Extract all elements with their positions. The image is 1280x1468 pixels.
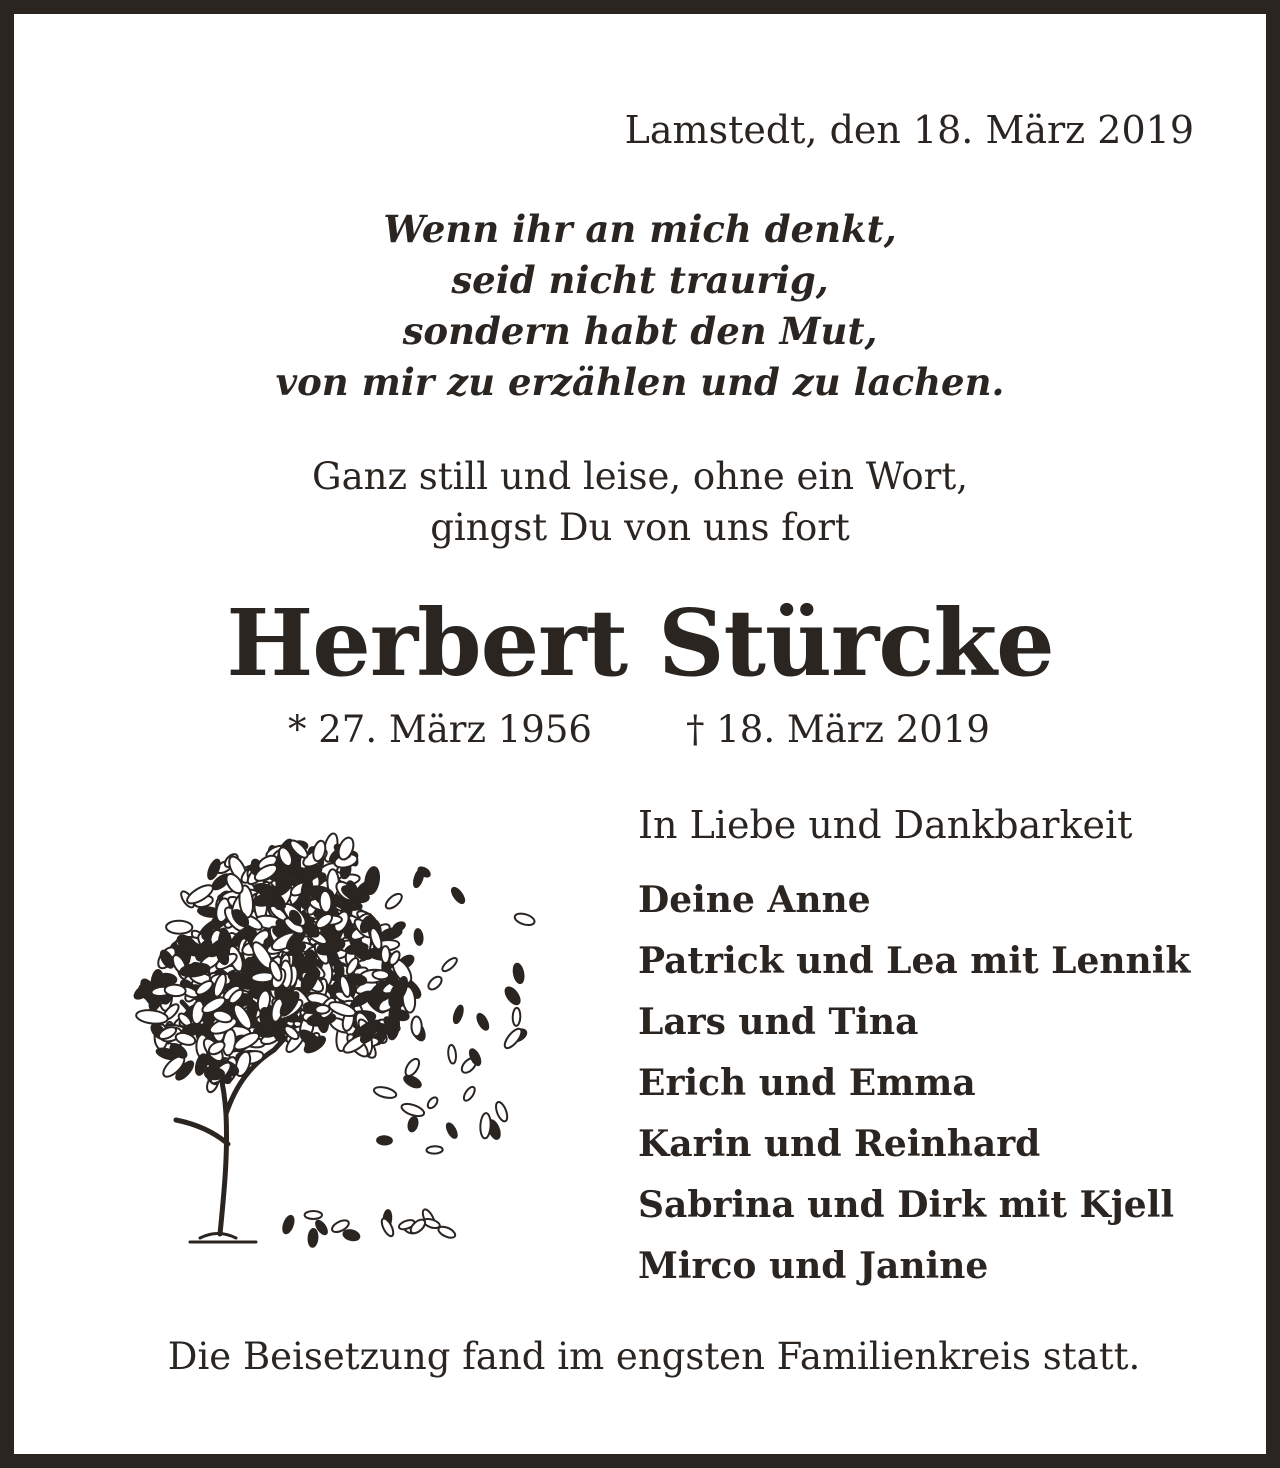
mourner-name: Deine Anne	[638, 879, 871, 921]
verse-line: gingst Du von uns fort	[430, 506, 850, 549]
burial-note: Die Beisetzung fand im engsten Familienkreis statt.	[167, 1335, 1141, 1378]
verse-line: Ganz still und leise, ohne ein Wort,	[312, 455, 968, 498]
mourner-list	[638, 870, 1190, 1297]
place-and-date: Lamstedt, den 18. März 2019	[624, 108, 1194, 152]
mourner-name: Karin und Reinhard	[638, 1123, 1041, 1165]
death-date: † 18. März 2019	[686, 708, 990, 751]
mourner-name: Sabrina und Dirk mit Kjell	[638, 1184, 1175, 1226]
tree-with-falling-leaves-icon	[124, 814, 564, 1254]
mourner-name: Mirco und Janine	[638, 1245, 989, 1287]
poem-line: seid nicht traurig,	[451, 258, 829, 302]
mourner-name: Lars und Tina	[638, 1001, 919, 1043]
dedication: In Liebe und Dankbarkeit	[638, 803, 1133, 847]
poem	[14, 204, 1266, 408]
mourner-name: Erich und Emma	[638, 1062, 976, 1104]
deceased-name: Herbert Stürcke	[226, 589, 1054, 697]
verse	[14, 451, 1266, 553]
poem-line: von mir zu erzählen und zu lachen.	[275, 360, 1005, 404]
poem-line: Wenn ihr an mich denkt,	[383, 207, 897, 251]
mourner-name: Patrick und Lea mit Lennik	[638, 940, 1191, 982]
poem-line: sondern habt den Mut,	[402, 309, 878, 353]
birth-date: * 27. März 1956	[288, 708, 592, 751]
